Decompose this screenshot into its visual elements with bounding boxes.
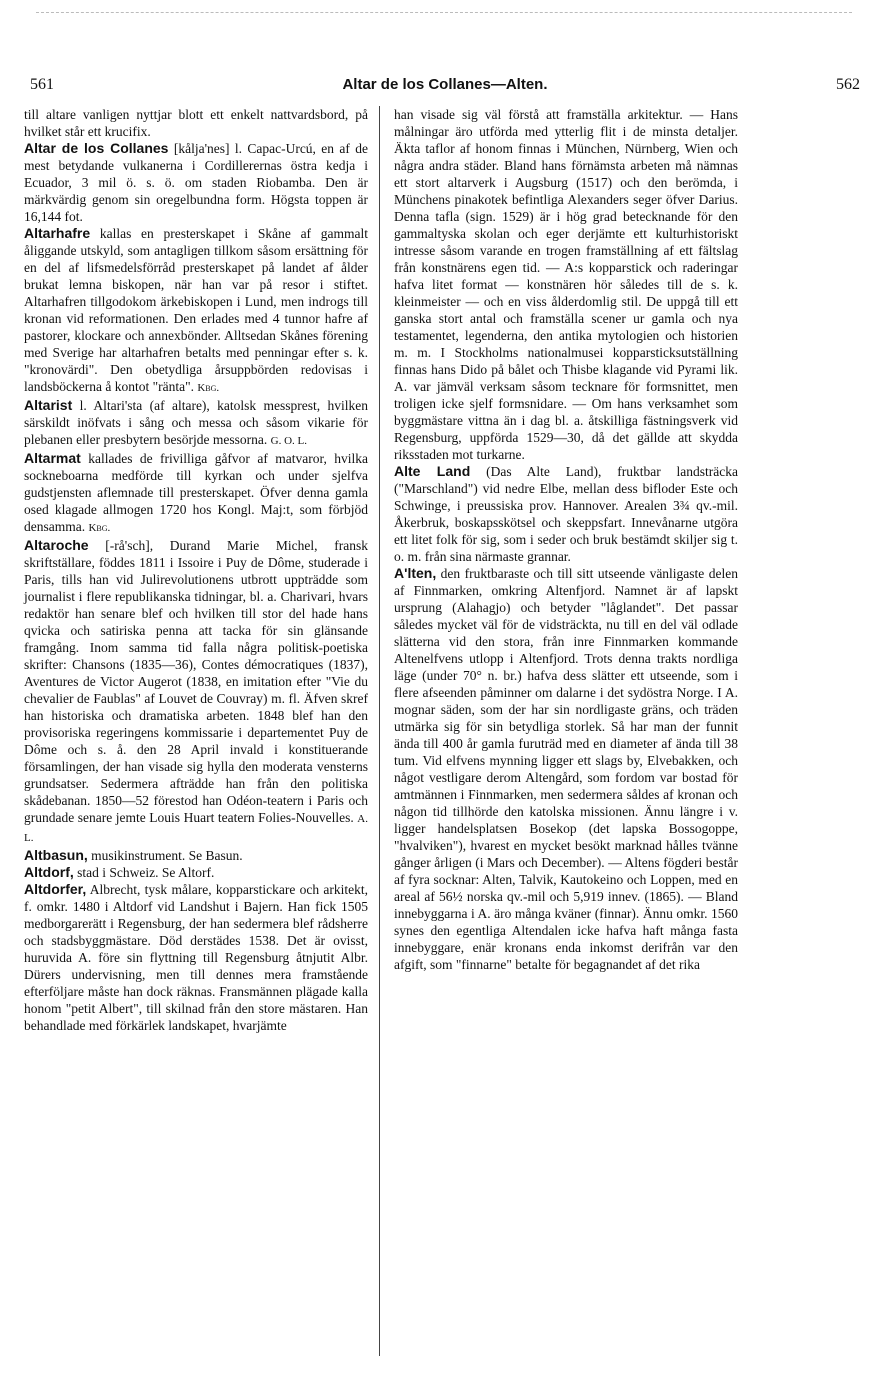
- entry-alten: [394, 565, 738, 973]
- left-column: [24, 106, 368, 1034]
- author-signature: Kbg.: [197, 382, 220, 394]
- headword: Altarmat: [24, 450, 81, 466]
- headword: Altaroche: [24, 537, 89, 553]
- headword: Altbasun,: [24, 847, 88, 863]
- entry-body: [kålja'nes] l. Capac-Urcú, en af de mest betydande vulkanerna i Cordillerernas östra kedja i Ecuador, 3 mil ö. s. ö. om staden Riobamba. Den är märkvärdig genom sin oregelbundna form. Högsta toppen är 16,144 fot.: [24, 141, 369, 224]
- entry-altdorfer: [24, 881, 368, 1034]
- author-signature: Kbg.: [88, 522, 111, 534]
- entry-body: kallas en presterskapet i Skåne af gammalt åliggande utskyld, som antagligen tillkom såsom ersättning för en del af lifsmedelsförråd presterskapet på landet af ålder brukat lemna biskopen, när han var på resor i stiftet. Altarhafren tillgodokom ärkebiskopen i Lund, men indrogs till kronan vid reformationen. Den erlades med 4 tunnor hafre af pastorer, klockare och annexbönder. Alltsedan Skånes förening med Sverige har altarhafren betalts med penningar efter s. k. "kronovärdi". Den obetydliga årsuppbörden redovisas i landsböckerna å kontot "ränta".: [24, 226, 368, 394]
- author-signature: G. O. L.: [270, 435, 308, 447]
- entry-altarist: [24, 397, 368, 450]
- headword: Alte Land: [394, 463, 471, 479]
- entry-alte-land: [394, 463, 738, 565]
- headword: A'lten,: [394, 565, 437, 581]
- entry-body: [-rå'sch], Durand Marie Michel, fransk skriftställare, föddes 1811 i Issoire i Puy de Dôme, studerade i Paris, tills han vid Julirevolutionens utbrott uppträdde som journalist i flere republikanska tidningar, bl. a. Charivari, hvars redaktör han senare blef och hvilken till stor del hade hans qvicka och satiriska penna att tacka för sin glänsande framgång. Inom samma tid falla några politisk-poetiska skrifter: Chansons (1835—36), Contes démocratiques (1837), Aventures de Victor Augerot (1838, en imitation efter "Vie du chevalier de Faublas" af Louvet de Couvray) m. fl. Äfven skref han historiska och dramatiska arbeten. 1848 blef han den provisoriska regeringens kommissarie i departementet Puy de Dôme och s. å. den 28 April invald i konstituerande församlingen, der han visade sig hylla den moderata vensterns grundsatser. Sedermera afträdde han från den politiska skådebanan. 1850—52 förestod han Odéon-teatern i Paris och grundade senare jemte Louis Huart teatern Folies-Nouvelles.: [24, 538, 368, 825]
- right-column: [394, 106, 738, 973]
- running-title: Altar de los Collanes—Alten.: [342, 76, 548, 93]
- entry-body: kallades de frivilliga gåfvor af matvaror, hvilka sockneboarna medförde till kyrkan och under sjelfva gudstjensten aflemnade till presterskapet. Öfver denna gamla osed klagade allmogen 1720 hos Kongl. Maj:t, som förbjöd densamma.: [24, 451, 368, 534]
- headword: Altarhafre: [24, 225, 91, 241]
- continuation-paragraph: till altare vanligen nyttjar blott ett enkelt nattvardsbord, på hvilket står ett krucifix.: [24, 107, 368, 139]
- headword: Altarist: [24, 397, 73, 413]
- page-number-left: 561: [30, 76, 54, 93]
- entry-body: Albrecht, tysk målare, kopparstickare och arkitekt, f. omkr. 1480 i Altdorf vid Landshut i Bajern. Han fick 1505 medborgarerätt i Regensburg, der han sedermera blef rådsherre och stadsbyggmästare. Död derstädes 1538. Det är ovisst, huruvida A. före sin flyttning till Regensburg åtnjutit Albr. Dürers undervisning, men till dennes mera framstående efterföljare måste han dock räknas. Fransmännen plägade kalla honom "petit Albert", till skilnad från den store mästaren. Han behandlade med förkärlek landskapet, hvarjämte: [24, 882, 368, 1033]
- entry-altarhafre: [24, 225, 368, 397]
- page-header: [30, 76, 860, 98]
- column-divider: [379, 106, 380, 1356]
- entry-altar-de-los-collanes: [24, 140, 368, 225]
- page-number-right: 562: [836, 76, 860, 93]
- headword: Altdorf,: [24, 864, 74, 880]
- headword: Altdorfer,: [24, 881, 87, 897]
- entry-body: musikinstrument. Se Basun.: [87, 848, 243, 863]
- author-signature: A. L.: [24, 813, 368, 844]
- entry-altaroche: [24, 537, 368, 847]
- entry-body: stad i Schweiz. Se Altorf.: [73, 865, 215, 880]
- entry-body: (Das Alte Land), fruktbar landsträcka ("Marschland") vid nedre Elbe, mellan dess bifloder Este och Schwinge, i preussiska prov. Hannover. Arealen 3¾ qv.-mil. Åkerbruk, boskapsskötsel och skeppsfart. Innevånarne utgöra ett litet folk för sig, som i seder och bruk bestämdt skiljer sig t. o. m. från sina närmaste grannar.: [394, 464, 739, 564]
- headword: Altar de los Collanes: [24, 140, 169, 156]
- entry-altbasun: [24, 847, 368, 864]
- entry-altarmat: [24, 450, 368, 537]
- top-scan-line: [36, 12, 852, 13]
- entry-body: l. Altari'sta (af altare), katolsk messprest, hvilken särskildt inöfvats i sång och messa och såsom vikarie för plebanen eller presbytern besörjde messorna.: [24, 398, 368, 447]
- entry-body: den fruktbaraste och till sitt utseende vänligaste delen af Finnmarken, omkring Altenfjord. Namnet är af lapskt ursprung (Alahagjo) och betyder "låglandet". Det passar således mycket väl för de vidsträckta, nu till en del väl odlade slätterna vid den stora, från inre Finnmarken kommande Altenelfvens utlopp i Altenfjord. Trots denna trakts nordliga läge (under 70° n. br.) hafva dess slätter ett utseende, som i flere afseenden påminner om dalarne i det sydöstra Norge. I A. mognar säden, som der har sin nordligaste gräns, och träden utmärka sig för sin betydliga storlek. Så har man der funnit ända till 400 år gamla furuträd med en diameter af ända till 38 tum. Vid elfvens mynning ligger ett slags by, Elvebakken, och något vestligare derom Altengård, som fordom var bostad för amtmännen i Finnmarken, men sedermera såldes af kronan och någon tid tillhörde den katolska missionen. Ännu längre i v. ligger handelsplatsen Bosekop (det lapska Bossogoppe, "hvalviken"), hvarest en mycket besökt marknad hålles tvänne gånger årligen (i Mars och December). — Altens fögderi består af fyra socknar: Alten, Talvik, Kautokeino och Loppen, med en areal af 56½ norska qv.-mil och 5,919 innev. (1865). — Bland innebyggarna i A. äro många kväner (finnar). Ännu omkr. 1560 synes den egentliga Altendalen icke hafva haft många fasta innebyggare, enär kronans enda inkomst derifrån var den afgift, som "finnarne" betalte för begagnandet af det rika: [394, 566, 738, 972]
- entry-altdorf: [24, 864, 368, 881]
- continuation-paragraph: han visade sig väl förstå att framställa arkitektur. — Hans målningar äro utförda med ytterlig flit i de minsta detaljer. Äkta taflor af honom finnas i München, Nürnberg, Wien och några andra städer. Bland hans förnämsta arbeten må nämnas ett stort altarverk i Augsburg (1517) och den berömda, i Münchens pinakotek befintliga Alexanders seger öfver Darius. Denna tafla (sign. 1529) är i hög grad betecknande för den gammaltyska skolan och eger derjämte ett kulturhistoriskt intresse såsom varande en trogen framställning af ett fältslag från konstnärens egen tid. — A:s kopparstick och raderingar hafva litet format — konstnären hör således till de s. k. kleinmeister — och en viss ålderdomlig stil. De uppgå till ett ganska stort antal och framställa scener ur gamla och nya testamentet, legenderna, den antika mytologien och historien m. m. I Stockholms nationalmusei kopparsticksutställning finnas hans Dido på bålet och Thisbe klagande vid Pyrami lik. A. var jämväl verksam såsom tecknare för formsnittet, men troligen icke sjelf formsnidare. — Om hans verksamhet som byggmästare vittna än i dag bl. a. åtskilliga fästningsverk vid Regensburg, uppförda 1529—30, då det gällde att skydda riksstaden mot turkarne.: [394, 107, 738, 462]
